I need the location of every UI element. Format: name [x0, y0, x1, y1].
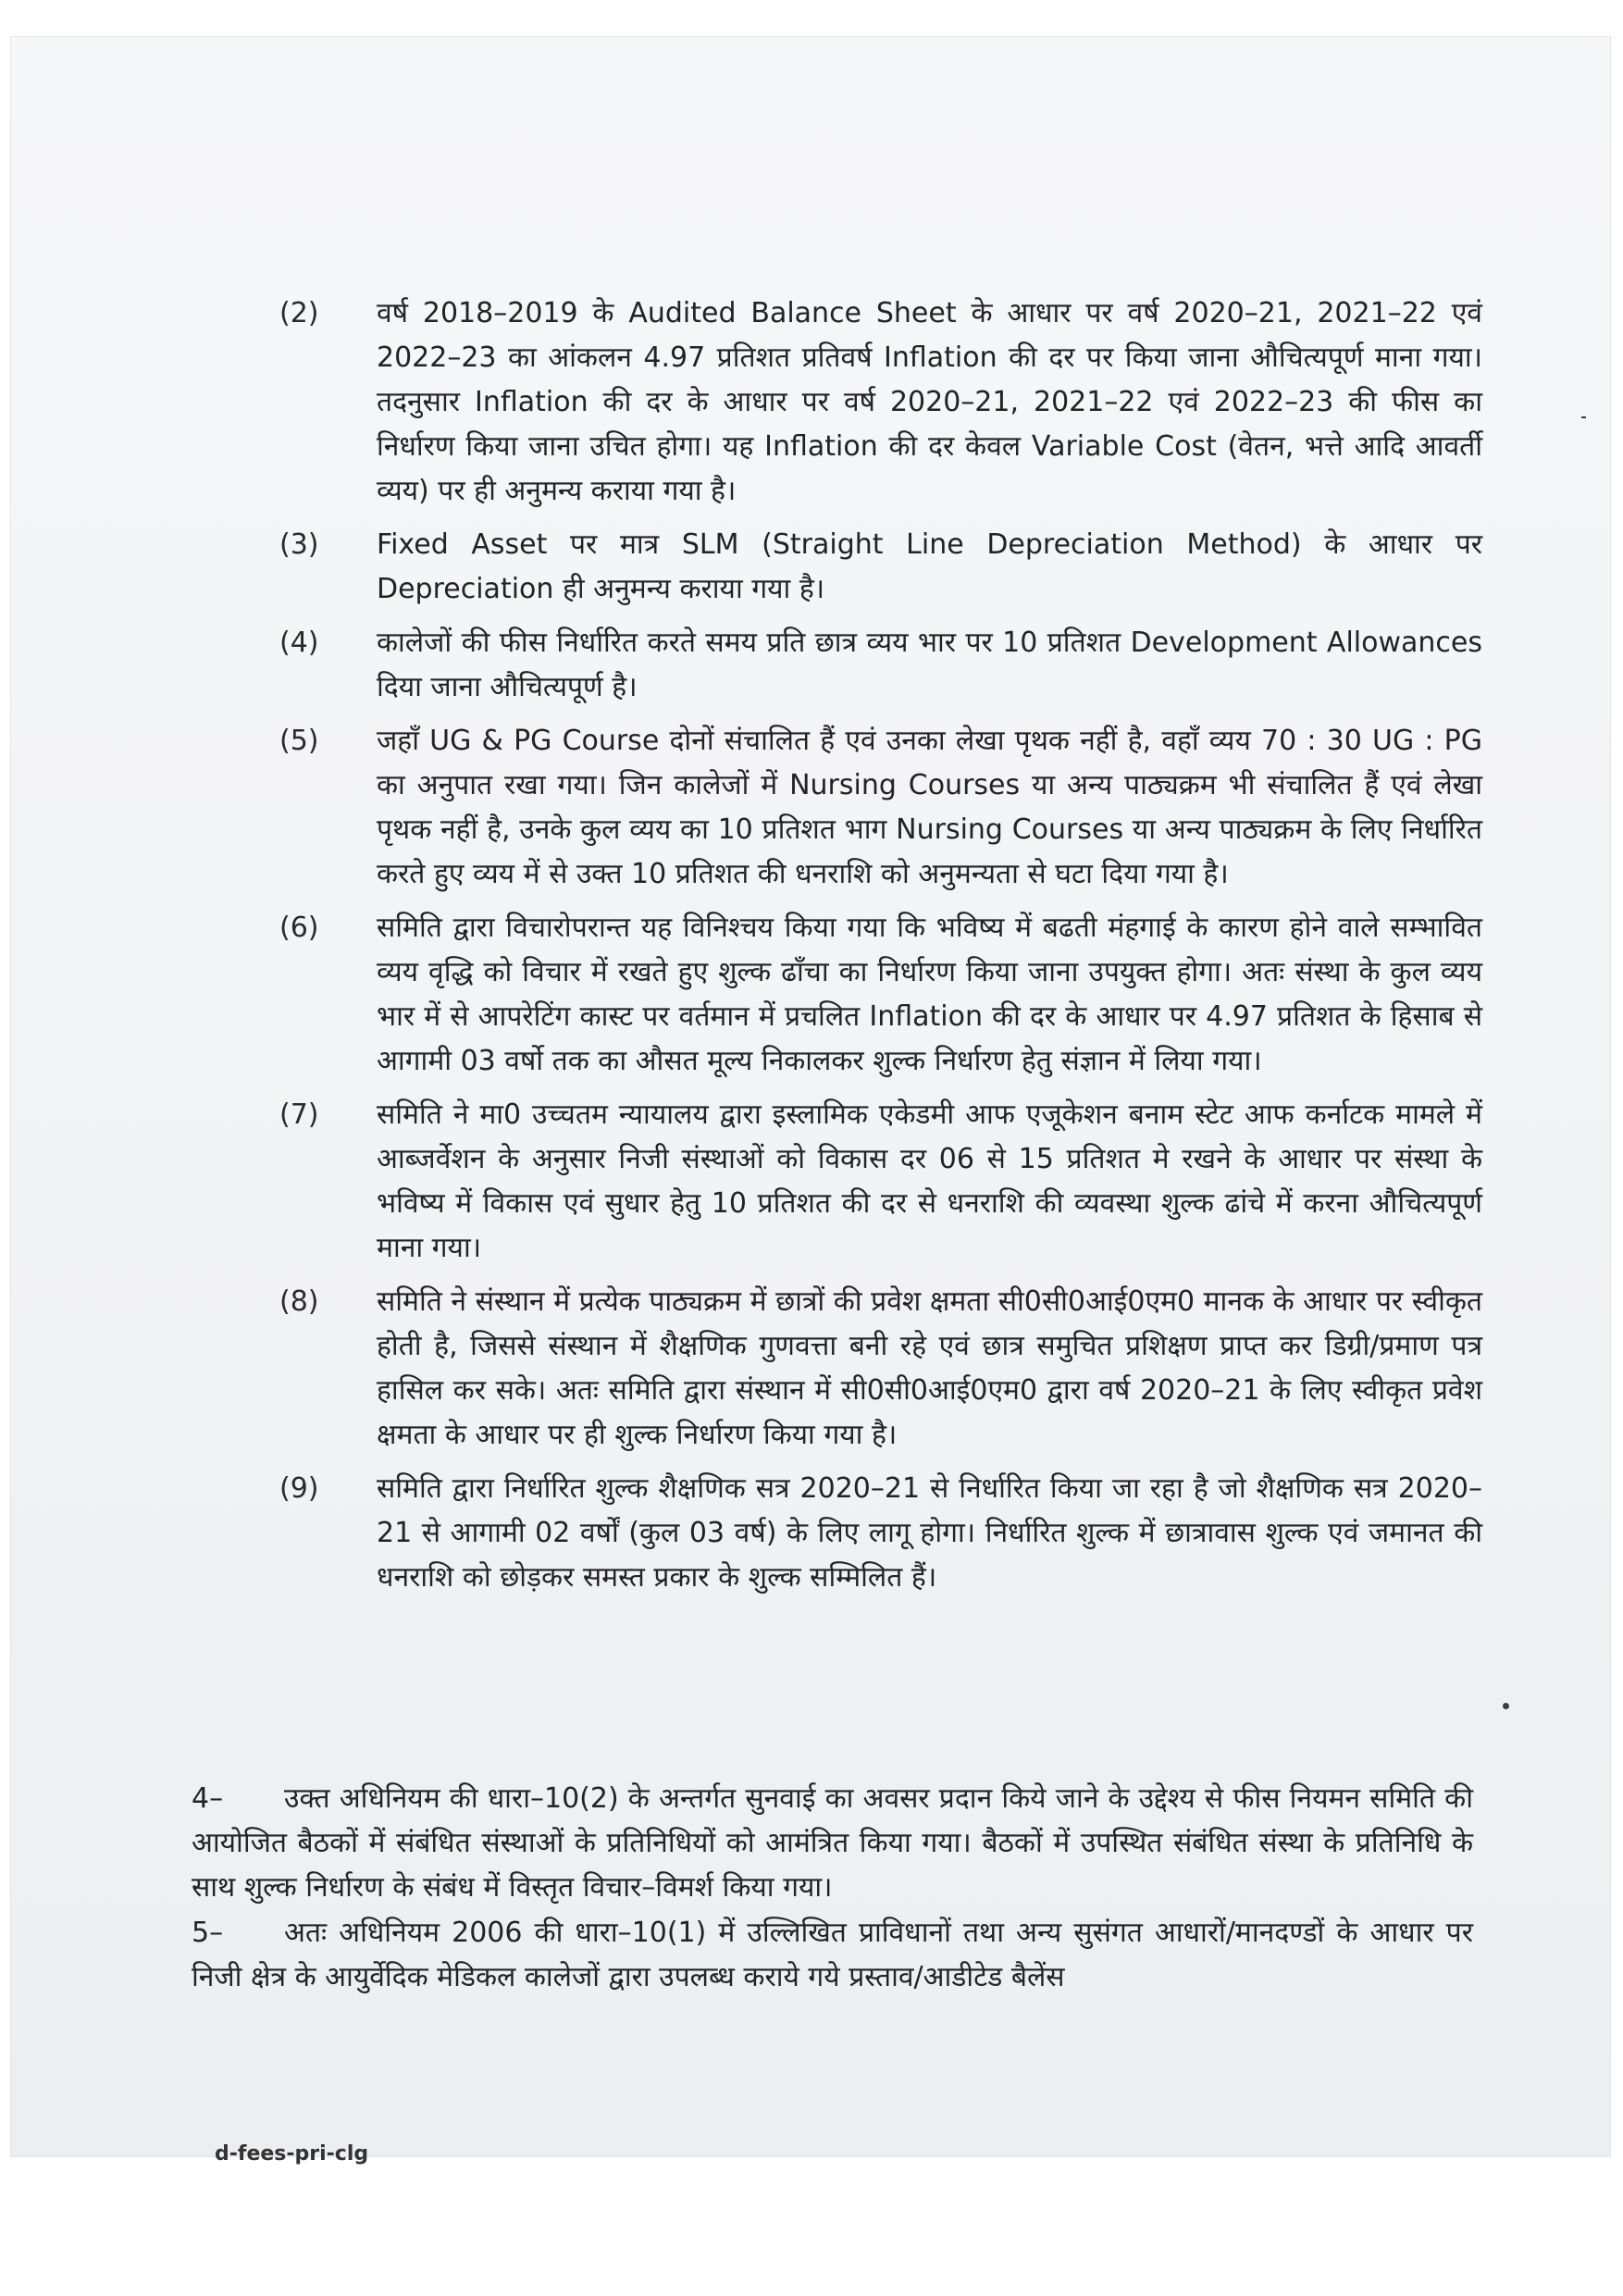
item-number: (8): [279, 1285, 319, 1318]
edge-mark: [1581, 416, 1586, 418]
paragraph-text: उक्त अधिनियम की धारा–10(2) के अन्तर्गत सुनवाई का अवसर प्रदान किये जाने के उद्देश्य से फीस नियमन समिति की आयोजित बैठकों में संबंधित संस्थाओं के प्रतिनिधियों को आमंत्रित किया गया। बैठकों में उपस्थित संबंधित संस्था के प्रतिनिधि के साथ शुल्क निर्धारण के संबंध में विस्तृत विचार–विमर्श किया गया।: [192, 1782, 1473, 1904]
paragraph-4: [192, 1777, 1473, 1910]
item-text: समिति द्वारा विचारोपरान्त यह विनिश्चय किया गया कि भविष्य में बढती मंहगाई के कारण होने वाले सम्भावित व्यय वृद्धि को विचार में रखते हुए शुल्क ढाँचा का निर्धारण किया जाना उपयुक्त होगा। अतः संस्था के कुल व्यय भार में से आपरेटिंग कास्ट पर वर्तमान में प्रचलित Inflation की दर के आधार पर 4.97 प्रतिशत के हिसाब से आगामी 03 वर्षो तक का औसत मूल्य निकालकर शुल्क निर्धारण हेतु संज्ञान में लिया गया।: [377, 912, 1482, 1077]
item-number: (5): [279, 725, 319, 757]
item-number: (7): [279, 1098, 319, 1131]
list-item: [279, 1280, 1482, 1458]
item-number: (2): [279, 297, 319, 329]
list-item: [279, 906, 1482, 1084]
item-text: वर्ष 2018–2019 के Audited Balance Sheet के आधार पर वर्ष 2020–21, 2021–22 एवं 2022–23 का आंकलन 4.97 प्रतिशत प्रतिवर्ष Inflation की दर पर किया जाना औचित्यपूर्ण माना गया। तदनुसार Inflation की दर के आधार पर वर्ष 2020–21, 2021–22 एवं 2022–23 की फीस का निर्धारण किया जाना उचित होगा। यह Inflation की दर केवल Variable Cost (वेतन, भत्ते आदि आवर्ती व्यय) पर ही अनुमन्य कराया गया है।: [377, 297, 1482, 507]
document-page: [11, 37, 1610, 2166]
list-item: [279, 719, 1482, 897]
item-number: (6): [279, 912, 319, 944]
item-text: समिति ने संस्थान में प्रत्येक पाठ्यक्रम में छात्रों की प्रवेश क्षमता सी0सी0आई0एम0 मानक के आधार पर स्वीकृत होती है, जिससे संस्थान में शैक्षणिक गुणवत्ता बनी रहे एवं छात्र समुचित प्रशिक्षण प्राप्त कर डिग्री/प्रमाण पत्र हासिल कर सके। अतः समिति द्वारा संस्थान में सी0सी0आई0एम0 द्वारा वर्ष 2020–21 के लिए स्वीकृत प्रवेश क्षमता के आधार पर ही शुल्क निर्धारण किया गया है।: [377, 1285, 1483, 1451]
item-text: जहाँ UG & PG Course दोनों संचालित हैं एवं उनका लेखा पृथक नहीं है, वहाँ व्यय 70 : 30 UG : PG का अनुपात रखा गया। जिन कालेजों में Nursing Courses या अन्य पाठ्यक्रम भी संचालित हैं एवं लेखा पृथक नहीं है, उनके कुल व्यय का 10 प्रतिशत भाग Nursing Courses या अन्य पाठ्यक्रम के लिए निर्धारित करते हुए व्यय में से उक्त 10 प्रतिशत की धनराशि को अनुमन्यता से घटा दिया गया है।: [377, 725, 1482, 890]
list-item: [279, 1093, 1482, 1271]
item-number: (3): [279, 528, 319, 561]
paragraph-5: [192, 1911, 1473, 2000]
paragraph-text: अतः अधिनियम 2006 की धारा–10(1) में उल्लिखित प्राविधानों तथा अन्य सुसंगत आधारों/मानदण्डों के आधार पर निजी क्षेत्र के आयुर्वेदिक मेडिकल कालेजों द्वारा उपलब्ध कराये गये प्रस्ताव/आडीटेड बैलेंस: [192, 1917, 1473, 1993]
list-item: [279, 292, 1482, 514]
numbered-items: [279, 292, 1482, 1609]
list-item: [279, 523, 1482, 612]
list-item: [279, 1467, 1482, 1600]
item-text: Fixed Asset पर मात्र SLM (Straight Line Depreciation Method) के आधार पर Depreciation ही अनुमन्य कराया गया है।: [377, 528, 1482, 605]
item-number: (9): [279, 1472, 319, 1505]
item-text: समिति ने मा0 उच्चतम न्यायालय द्वारा इस्लामिक एकेडमी आफ एजूकेशन बनाम स्टेट आफ कर्नाटक मामले में आब्जर्वेशन के अनुसार निजी संस्थाओं को विकास दर 06 से 15 प्रतिशत मे रखने के आधार पर संस्था के भविष्य में विकास एवं सुधार हेतु 10 प्रतिशत की दर से धनराशि की व्यवस्था शुल्क ढांचे में करना औचित्यपूर्ण माना गया।: [377, 1098, 1482, 1264]
speck-mark: [1503, 1703, 1509, 1709]
item-number: (4): [279, 627, 319, 659]
paragraph-number: 5–: [192, 1917, 224, 1949]
footer-code: d-fees-pri-clg: [215, 2142, 369, 2166]
list-item: [279, 621, 1482, 710]
paragraph-number: 4–: [192, 1782, 224, 1815]
item-text: समिति द्वारा निर्धारित शुल्क शैक्षणिक सत्र 2020–21 से निर्धारित किया जा रहा है जो शैक्षणिक सत्र 2020–21 से आगामी 02 वर्षों (कुल 03 वर्ष) के लिए लागू होगा। निर्धारित शुल्क में छात्रावास शुल्क एवं जमानत की धनराशि को छोड़कर समस्त प्रकार के शुल्क सम्मिलित हैं।: [377, 1472, 1482, 1594]
item-text: कालेजों की फीस निर्धारित करते समय प्रति छात्र व्यय भार पर 10 प्रतिशत Development Allowances दिया जाना औचित्यपूर्ण है।: [377, 627, 1482, 703]
